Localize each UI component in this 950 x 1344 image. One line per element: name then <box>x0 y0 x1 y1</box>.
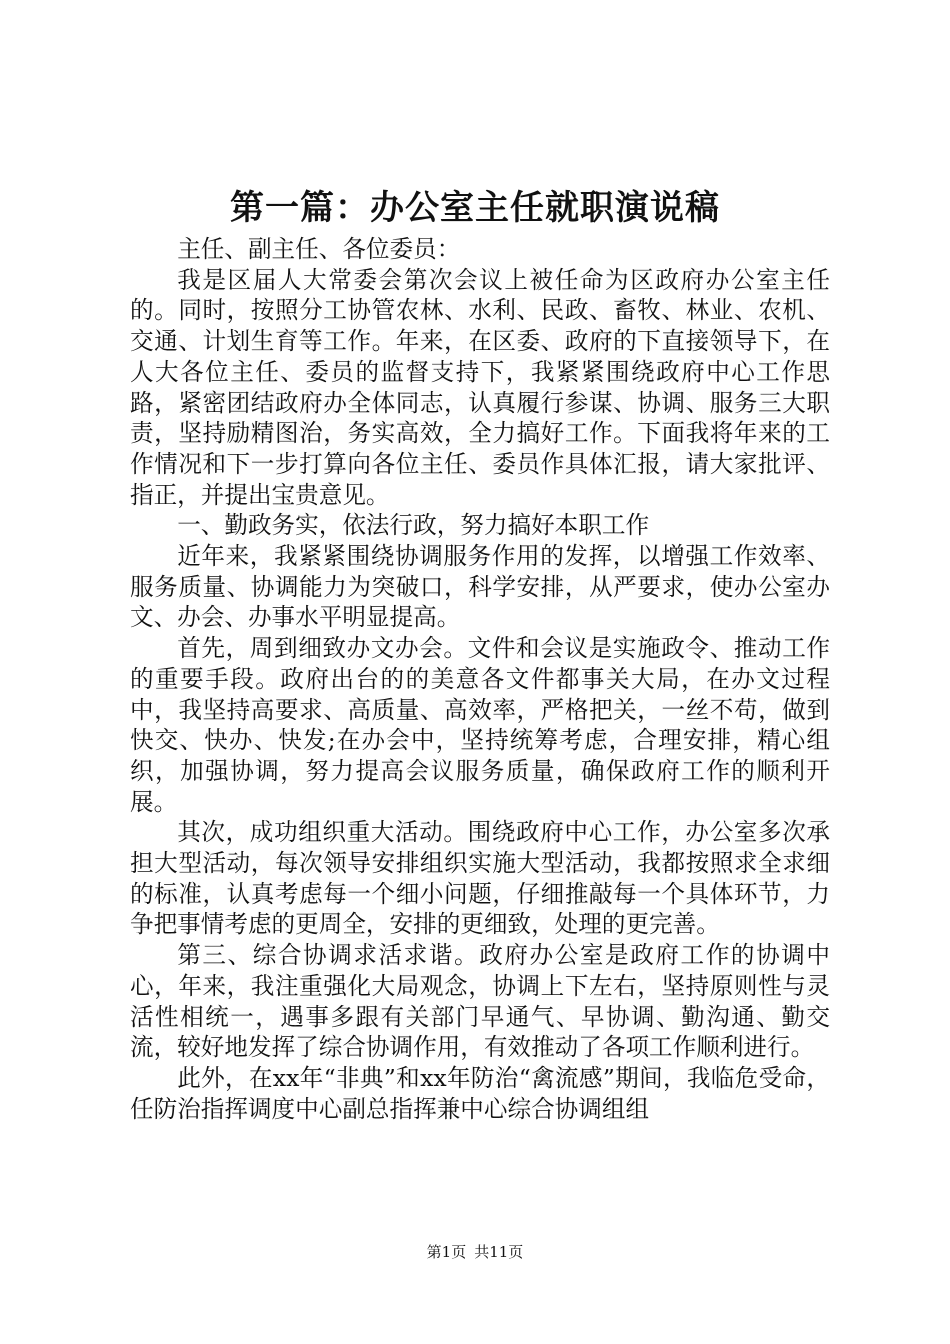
paragraph: 近年来，我紧紧围绕协调服务作用的发挥，以增强工作效率、服务质量、协调能力为突破口，科学安排，从严要求，使办公室办文、办会、办事水平明显提高。 <box>130 542 830 632</box>
paragraph: 首先，周到细致办文办会。文件和会议是实施政令、推动工作的重要手段。政府出台的的美意各文件都事关大局，在办文过程中，我坚持高要求、高质量、高效率，严格把关，一丝不苟，做到快交、快办、快发;在办会中，坚持统筹考虑，合理安排，精心组织，加强协调，努力提高会议服务质量，确保政府工作的顺利开展。 <box>130 634 830 816</box>
paragraph: 我是区届人大常委会第次会议上被任命为区政府办公室主任的。同时，按照分工协管农林、水利、民政、畜牧、林业、农机、交通、计划生育等工作。年来，在区委、政府的下直接领导下，在人大各位主任、委员的监督支持下，我紧紧围绕政府中心工作思路，紧密团结政府办全体同志，认真履行参谋、协调、服务三大职责，坚持励精图治，务实高效，全力搞好工作。下面我将年来的工作情况和下一步打算向各位主任、委员作具体汇报，请大家批评、指正，并提出宝贵意见。 <box>130 265 830 509</box>
section-heading: 一、勤政务实，依法行政，努力搞好本职工作 <box>177 511 650 540</box>
paragraph: 其次，成功组织重大活动。围绕政府中心工作，办公室多次承担大型活动，每次领导安排组织实施大型活动，我都按照求全求细的标准，认真考虑每一个细小问题，仔细推敲每一个具体环节，力争把事情考虑的更周全，安排的更细致，处理的更完善。 <box>130 818 830 939</box>
page-total: 共11页 <box>474 1243 524 1261</box>
document-body <box>130 234 830 1124</box>
page-footer <box>0 1242 950 1262</box>
paragraph: 第三、综合协调求活求谐。政府办公室是政府工作的协调中心，年来，我注重强化大局观念，协调上下左右，坚持原则性与灵活性相统一，遇事多跟有关部门早通气、早协调、勤沟通、勤交流，较好地发挥了综合协调作用，有效推动了各项工作顺利进行。 <box>130 941 830 1062</box>
paragraph: 此外，在xx年“非典”和xx年防治“禽流感”期间，我临危受命，任防治指挥调度中心副总指挥兼中心综合协调组组 <box>130 1063 830 1123</box>
document-title: 第一篇：办公室主任就职演说稿 <box>230 188 720 228</box>
page-number: 第1页 <box>426 1243 467 1261</box>
salutation: 主任、副主任、各位委员： <box>177 235 461 263</box>
